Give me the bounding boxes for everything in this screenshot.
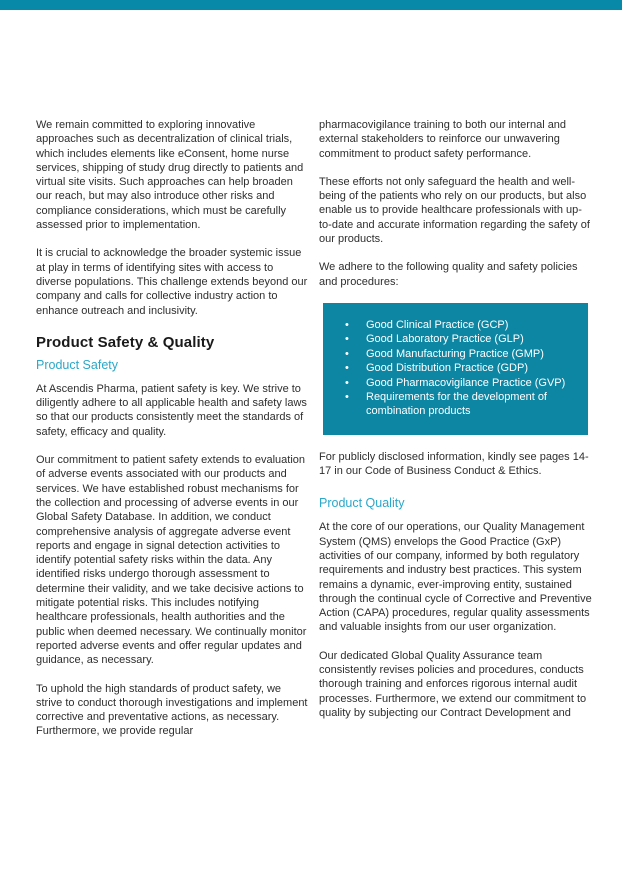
paragraph: These efforts not only safeguard the health and well-being of the patients who rely on our products, but also enable us to provide healthcare professionals with up-to-date and accurate information regarding the safety of our products.	[319, 175, 590, 246]
paragraph: We adhere to the following quality and safety policies and procedures:	[319, 261, 578, 288]
subheading-product-safety: Product Safety	[36, 357, 118, 372]
policy-list-item: • Good Manufacturing Practice (GMP)	[341, 347, 574, 361]
paragraph: Our dedicated Global Quality Assurance team consistently revises policies and procedures, conducts thorough training and enforces rigorous internal audit processes. Furthermore, we extend our commitment to quality by subjecting our Contract Development and	[319, 649, 587, 719]
paragraph: At the core of our operations, our Quality Management System (QMS) envelops the Good Practice (GxP) activities of our company, informed by both regulatory requirements and industry best practices. This system remains a dynamic, ever-improving entity, sustained through the continual cycle of Corrective and Preventive Action (CAPA) procedures, regular quality assessments and valuable insights from our user organization.	[319, 521, 592, 634]
quality-policies-callout	[323, 303, 588, 435]
paragraph: It is crucial to acknowledge the broader systemic issue at play in terms of identifying sites with access to diverse populations. This challenge extends beyond our company and calls for collective industry action to enhance outreach and inclusivity.	[36, 247, 308, 317]
policy-list-item: • Requirements for the development of combination products	[341, 390, 574, 419]
right-column	[319, 118, 592, 753]
paragraph: Our commitment to patient safety extends to evaluation of adverse events associated with our products and services. We have established robust mechanisms for the collection and processing of adverse events in our Global Safety Database. In addition, we conduct comprehensive analysis of aggregate adverse event reports and engage in signal detection activities to identify potential safety risks within the data. Any identified risks undergo thorough assessment to determine their validity, and we take decisive actions to mitigate potential risks. This includes notifying healthcare professionals, health authorities and the public when deemed necessary. We continually monitor reported adverse events and offer regular updates and guidance, as necessary.	[36, 454, 307, 667]
section-heading-product-safety-quality: Product Safety & Quality	[36, 333, 215, 351]
policy-list-item: • Good Laboratory Practice (GLP)	[341, 332, 574, 346]
paragraph: To uphold the high standards of product safety, we strive to conduct thorough investigations and implement corrective and preventative actions, as necessary. Furthermore, we provide regular	[36, 682, 308, 738]
paragraph: pharmacovigilance training to both our internal and external stakeholders to reinforce our unwavering commitment to product safety performance.	[319, 119, 567, 160]
paragraph: At Ascendis Pharma, patient safety is key. We strive to diligently adhere to all applicable health and safety laws so that our products consistently meet the standards of safety, efficacy and quality.	[36, 382, 307, 438]
policy-list-item: • Good Distribution Practice (GDP)	[341, 361, 574, 375]
page-accent-bar	[0, 0, 622, 10]
policy-bullet-list	[341, 318, 574, 419]
left-column	[36, 118, 309, 753]
policy-list-item: • Good Clinical Practice (GCP)	[341, 318, 574, 332]
two-column-body	[36, 118, 592, 753]
policy-list-item: • Good Pharmacovigilance Practice (GVP)	[341, 376, 574, 390]
paragraph: We remain committed to exploring innovative approaches such as decentralization of clinical trials, which includes elements like eConsent, home nurse services, shipping of study drug directly to patients and virtual site visits. Such approaches can help broaden our reach, but may also introduce other risks and compliance considerations, which must be carefully assessed prior to implementation.	[36, 119, 304, 232]
paragraph: For publicly disclosed information, kindly see pages 14-17 in our Code of Business Conduct & Ethics.	[319, 450, 589, 478]
subheading-product-quality: Product Quality	[319, 496, 405, 511]
